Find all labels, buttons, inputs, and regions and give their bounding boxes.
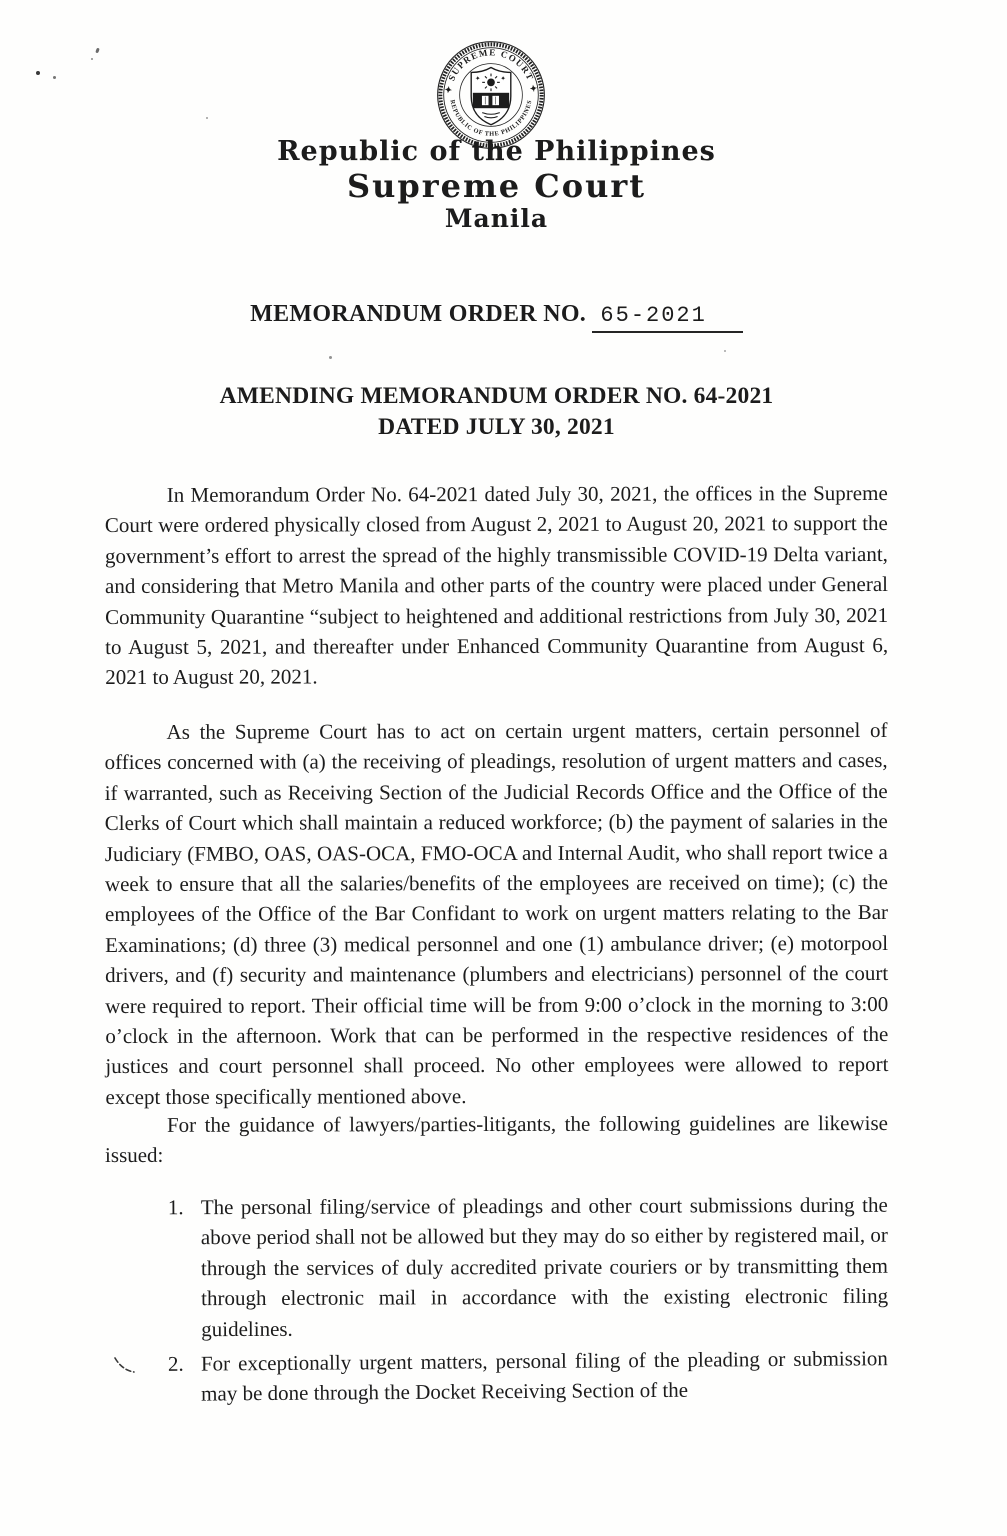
paragraph: In Memorandum Order No. 64-2021 dated July 30, 2021, the offices in the Supreme Court were ordered physically closed from August 2, 2021 to August 20, 2021 to support the government’s effort to arrest the spread of the highly transmissible COVID-19 Delta variant, and considering that Metro Manila and other parts of the country were placed under General Community Quarantine “subject to heightened and additional restrictions from July 30, 2021 to August 5, 2021, and thereafter under Enhanced Community Quarantine from August 6, 2021 to August 20, 2021. — [104, 480, 889, 690]
order-number-line — [105, 301, 888, 328]
seal-bottom-text: REPUBLIC OF THE PHILIPPINES — [448, 99, 534, 138]
scan-speck — [95, 48, 100, 54]
guideline-text: The personal filing/service of pleadings and other court submissions during the above period shall not be allowed but they may do so either by registered mail, or through the services of duly accredited private couriers or by transmitting them through electronic mail in accordance with the existing electronic filing guidelines. — [200, 1192, 889, 1341]
guideline-number: 1. — [167, 1195, 184, 1220]
scan-speck — [206, 117, 208, 119]
supreme-court-seal-icon — [436, 40, 546, 150]
subject-heading — [105, 381, 888, 443]
guideline-item — [168, 1343, 888, 1409]
guideline-text: For exceptionally urgent matters, personal filing of the pleading or submission may be done through the Docket Receiving Section of the — [200, 1346, 888, 1406]
order-number-value: 65-2021 — [592, 303, 742, 333]
masthead-court: Supreme Court — [346, 167, 647, 205]
seal-star-left: ✦ — [475, 75, 481, 83]
scan-speck — [329, 356, 332, 359]
masthead-city: Manila — [444, 204, 549, 233]
order-label: MEMORANDUM ORDER NO. — [250, 301, 587, 327]
scan-speck — [53, 76, 56, 79]
scan-speck — [36, 71, 40, 75]
guideline-item — [168, 1190, 889, 1345]
seal-top-text: ✦ SUPREME COURT ✦ — [443, 47, 539, 95]
masthead-republic: Republic of the Philippines — [277, 136, 716, 167]
pen-tick-mark — [112, 1354, 138, 1378]
subject-line-2: DATED JULY 30, 2021 — [378, 414, 615, 440]
scan-speck — [724, 350, 726, 352]
scan-speck — [91, 58, 93, 60]
guideline-number: 2. — [167, 1351, 184, 1376]
masthead — [105, 136, 888, 234]
paragraph: As the Supreme Court has to act on certain urgent matters, certain personnel of offices concerned with (a) the receiving of pleadings, resolution of urgent matters and cases, if warranted, such as Receiving Section of the Judicial Records Office and the Office of the Clerks of Court which shall maintain a reduced workforce; (b) the payment of salaries in the Judiciary (FMBO, OAS, OAS-OCA, FMO-OCA and Internal Audit, who shall report twice a week to ensure that all the salaries/benefits of the employees are received on time); (c) the employees of the Office of the Bar Confidant to work on urgent matters relating to the Bar Examinations; (d) three (3) medical personnel and one (1) ambulance driver; (e) motorpool drivers, and (f) security and maintenance (plumbers and electricians) personnel of the court were required to report. Their official time will be from 9:00 o’clock in the morning to 3:00 o’clock in the afternoon. Work that can be performed in the respective residences of the justices and court personnel shall proceed. No other employees were allowed to report except those specifically mentioned above. — [104, 717, 889, 1109]
seal-star-right: ✦ — [500, 75, 506, 83]
paragraph: For the guidance of lawyers/parties-litigants, the following guidelines are likewise issued: — [105, 1110, 888, 1168]
subject-line-1: AMENDING MEMORANDUM ORDER NO. 64-2021 — [219, 383, 774, 409]
